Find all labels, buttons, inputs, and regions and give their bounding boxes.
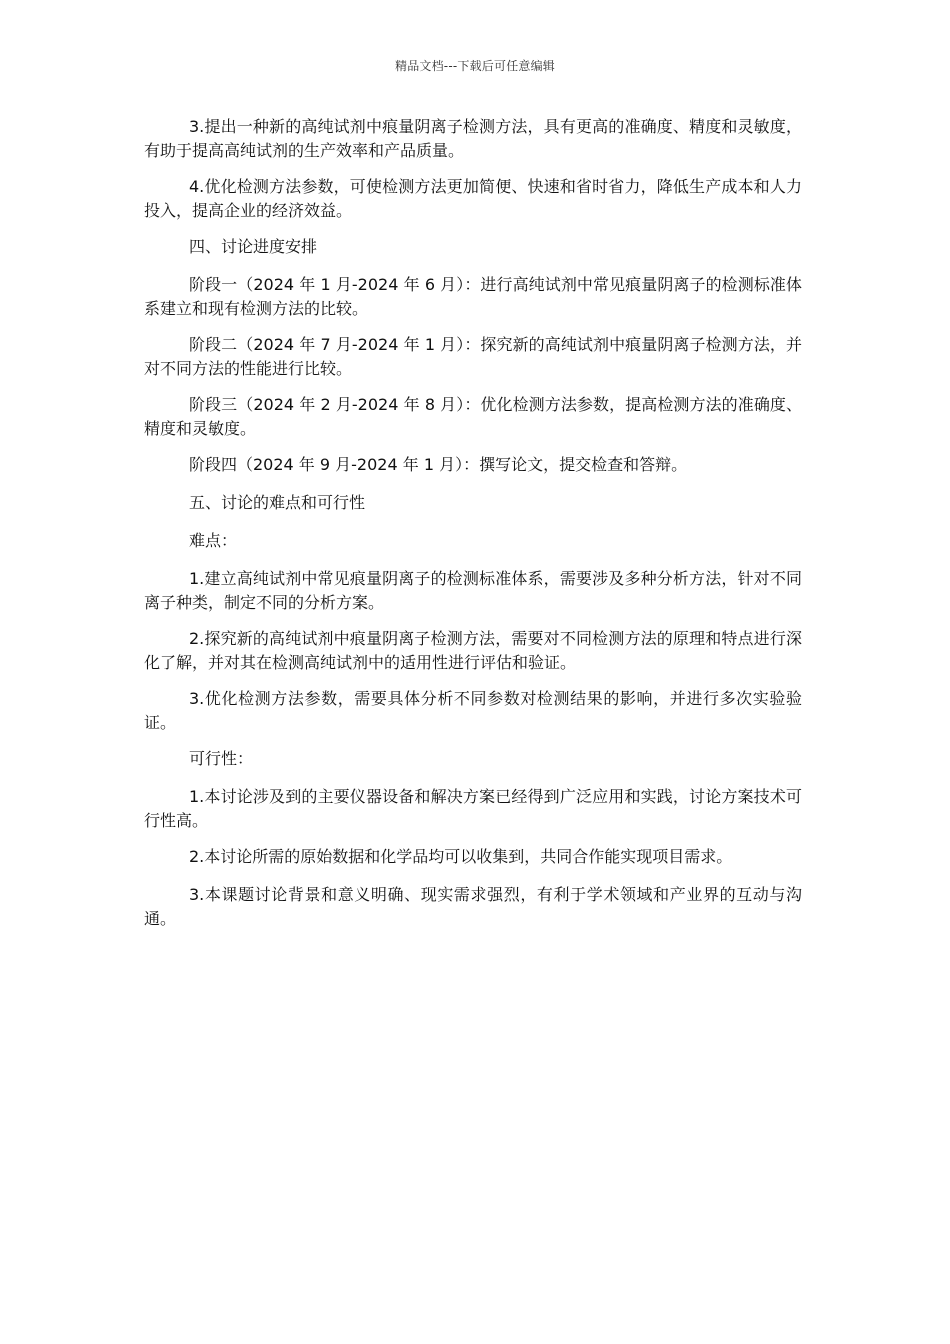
feasibility-item-3: 3.本课题讨论背景和意义明确、现实需求强烈，有利于学术领域和产业界的互动与沟通。 — [144, 885, 802, 928]
page-header: 精品文档---下载后可任意编辑 — [395, 59, 555, 73]
difficulty-item-2: 2.探究新的高纯试剂中痕量阴离子检测方法，需要对不同检测方法的原理和特点进行深化了解，并对其在检测高纯试剂中的适用性进行评估和验证。 — [144, 629, 802, 672]
schedule-stage-3: 阶段三（2024 年 2 月-2024 年 8 月）：优化检测方法参数，提高检测方法的准确度、精度和灵敏度。 — [144, 395, 802, 438]
feasibility-label: 可行性： — [189, 749, 254, 768]
section-heading-schedule: 四、讨论进度安排 — [189, 237, 318, 256]
difficulty-item-1: 1.建立高纯试剂中常见痕量阴离子的检测标准体系，需要涉及多种分析方法，针对不同离子种类，制定不同的分析方案。 — [144, 569, 802, 612]
schedule-stage-1: 阶段一（2024 年 1 月-2024 年 6 月）：进行高纯试剂中常见痕量阴离子的检测标准体系建立和现有检测方法的比较。 — [144, 275, 802, 318]
schedule-stage-4: 阶段四（2024 年 9 月-2024 年 1 月）：撰写论文，提交检查和答辩。 — [189, 455, 688, 474]
section-heading-difficulty: 五、讨论的难点和可行性 — [189, 493, 366, 512]
feasibility-item-2: 2.本讨论所需的原始数据和化学品均可以收集到，共同合作能实现项目需求。 — [189, 847, 733, 866]
goal-item-4: 4.优化检测方法参数，可使检测方法更加简便、快速和省时省力，降低生产成本和人力投入，提高企业的经济效益。 — [144, 177, 802, 220]
difficulty-item-3: 3.优化检测方法参数，需要具体分析不同参数对检测结果的影响，并进行多次实验验证。 — [144, 689, 802, 732]
goal-item-3: 3.提出一种新的高纯试剂中痕量阴离子检测方法，具有更高的准确度、精度和灵敏度，有助于提高高纯试剂的生产效率和产品质量。 — [144, 117, 802, 160]
feasibility-item-1: 1.本讨论涉及到的主要仪器设备和解决方案已经得到广泛应用和实践，讨论方案技术可行性高。 — [144, 787, 802, 830]
difficulty-label: 难点： — [189, 531, 238, 550]
schedule-stage-2: 阶段二（2024 年 7 月-2024 年 1 月）：探究新的高纯试剂中痕量阴离子检测方法，并对不同方法的性能进行比较。 — [144, 335, 802, 378]
document-body — [144, 115, 802, 943]
